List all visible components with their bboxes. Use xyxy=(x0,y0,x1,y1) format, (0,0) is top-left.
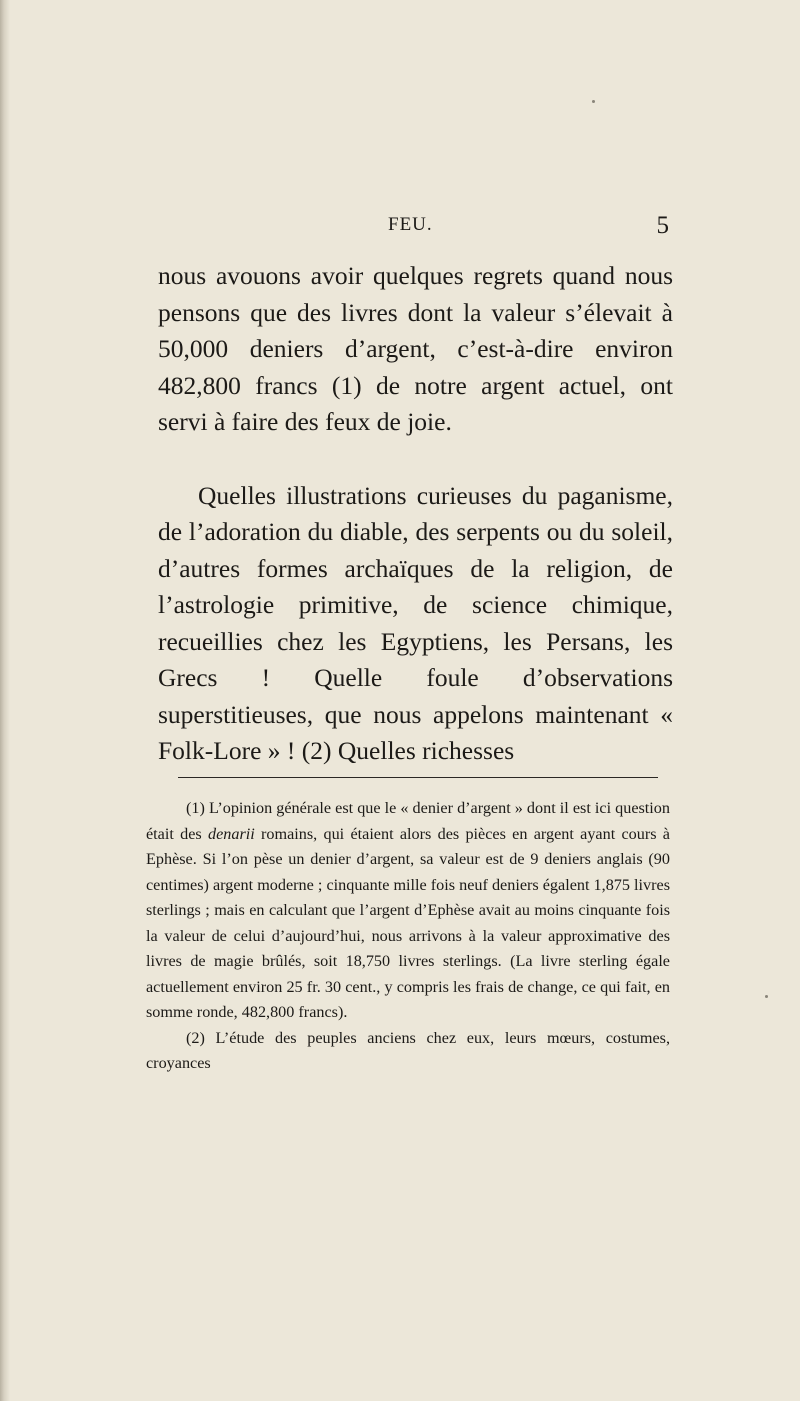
page-number: 5 xyxy=(656,212,669,239)
page-gutter-edge xyxy=(0,0,10,1401)
paragraph-1: nous avouons avoir quelques regrets quand nous pensons que des livres dont la valeur s’élevait à 50,000 deniers d’argent, c’est-à-dire environ 482,800 francs (1) de notre argent actuel, ont servi à faire des feux de joie. xyxy=(158,261,673,436)
main-text xyxy=(158,258,673,770)
footnotes xyxy=(146,796,670,1077)
footnote-1-text-end: romains, qui étaient alors des pièces en argent ayant cours à Ephèse. Si l’on pèse un denier d’argent, sa valeur est de 9 deniers anglais (90 centimes) argent moderne ; cinquante mille fois neuf deniers égalent 1,875 livres sterlings ; mais en calculant que l’argent d’Ephèse avait au moins cinquante fois la valeur de celui d’aujourd’hui, nous arrivons à la valeur approximative des livres de magie brûlés, soit 18,750 livres sterlings. (La livre sterling égale actuellement environ 25 fr. 30 cent., y compris les frais de change, ce qui fait, en somme ronde, 482,800 francs). xyxy=(146,824,670,1021)
footnote-divider xyxy=(178,777,658,778)
paper-speck xyxy=(592,100,595,103)
footnote-1 xyxy=(146,796,670,1026)
footnote-1-latin-term: denarii xyxy=(207,824,255,843)
footnote-2: (2) L’étude des peuples anciens chez eux, leurs mœurs, costumes, croyances xyxy=(146,1028,670,1072)
running-head xyxy=(158,212,673,252)
footnote-1-text-start: (1) L’opinion générale est que le « denier d’argent » dont il est ici question était des xyxy=(146,799,670,843)
paragraph-2: Quelles illustrations curieuses du paganisme, de l’adoration du diable, des serpents ou du soleil, d’autres formes archaïques de la religion, de l’astrologie primitive, de science chimique, recueillies chez les Egyptiens, les Persans, les Grecs ! Quelle foule d’observations superstitieuses, que nous appelons maintenant « Folk-Lore » ! (2) Quelles richesses xyxy=(158,480,673,765)
running-title: FEU. xyxy=(388,214,433,235)
paper-speck xyxy=(765,995,768,998)
